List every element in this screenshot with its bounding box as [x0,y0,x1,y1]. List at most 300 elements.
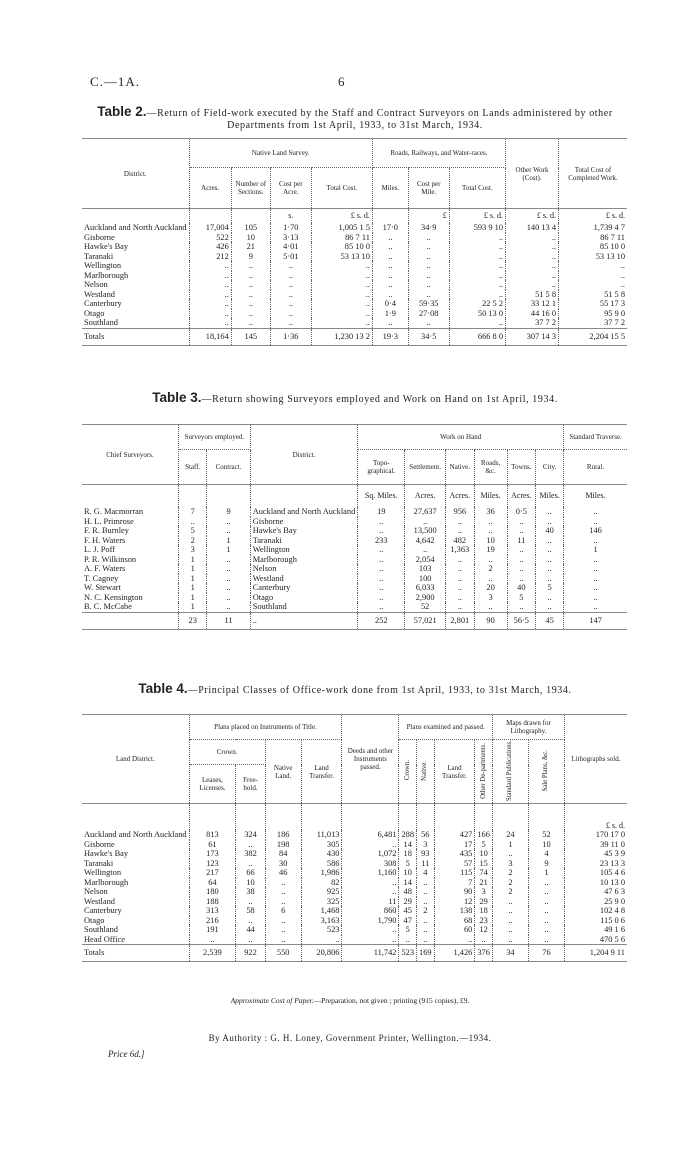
lithographs-cell: 47 6 3 [604,887,625,897]
standard-publications-cell: .. [492,935,528,945]
native-cell: .. [446,517,475,527]
district-cell: Hawke's Bay [250,526,358,536]
acres-cell: 212 [189,252,231,262]
table-row [82,290,627,300]
t3-unit: Miles. [585,491,606,501]
table-row [82,859,627,869]
district-cell: Gisborne [82,233,189,243]
roads-total-cost-cell: .. [449,242,505,252]
t2-h-sections: Number of Sections. [231,168,270,209]
rural-cell: .. [593,592,598,602]
freehold-cell: 922 [236,945,265,962]
sale-plans-cell: .. [528,878,564,888]
chief-surveyor-cell: W. Stewart [82,583,179,593]
cost-per-acre-cell: 3·13 [270,233,311,243]
cost-per-acre-cell: .. [270,318,311,328]
t4-h-sale: Sale Plans, &c. [542,749,550,792]
completed-total-cell: 86 7 11 [600,232,625,242]
t4-h-crown2: Crown. [403,760,411,781]
other-work-cell: .. [506,242,559,252]
t3-unit: Sq. Miles. [358,485,405,508]
native-exam-cell: 4 [417,868,435,878]
district-cell: Southland [250,602,358,612]
native-land-cell: 46 [265,868,301,878]
t2-h-roads: Roads, Railways, and Water-races. [372,139,505,168]
lithographs-cell: 470 5 6 [599,934,625,944]
leases-cell: 173 [189,849,236,859]
leases-cell: 123 [189,859,236,869]
towns-cell: .. [507,574,536,584]
total-cost-cell: .. [311,290,372,300]
land-district-cell: Head Office [82,935,189,945]
roads-cell: .. [474,526,507,536]
towns-cell: 5 [507,593,536,603]
miles-cell: .. [372,233,408,243]
standard-publications-cell: 1 [492,840,528,850]
t4-h-native: Native Land. [265,740,301,804]
t3-h-rural: Rural. [586,463,605,471]
cost-per-mile-cell: .. [408,318,449,328]
district-cell: Nelson [82,280,189,290]
cost-per-acre-cell: 1·70 [270,223,311,233]
t2-h-miles: Miles. [372,168,408,209]
document-code: C.—1A. [90,74,141,89]
t2-h-native: Native Land Survey. [189,139,372,168]
freehold-cell: .. [236,859,265,869]
miles-cell: .. [372,290,408,300]
table4-title-bold: Table 4. [138,681,188,696]
freehold-cell: .. [236,897,265,907]
crown-exam-cell: 45 [399,906,417,916]
roads-cell: .. [474,555,507,565]
towns-cell: 40 [507,583,536,593]
standard-publications-cell: 3 [492,859,528,869]
native-cell: 956 [446,507,475,517]
native-land-cell: .. [265,935,301,945]
total-cost-cell: 1,005 1 5 [311,223,372,233]
t4-h-exam: Plans examined and passed. [399,715,492,740]
rural-cell: .. [593,554,598,564]
t3-h-work: Work on Hand [358,425,564,450]
deeds-cell: .. [342,840,399,850]
roads-total-cost-cell: 593 9 10 [449,223,505,233]
other-departments-cell: 10 [475,849,493,859]
lithographs-cell: 49 1 6 [604,925,625,935]
land-transfer-cell: 3,163 [301,916,342,926]
t2-h-cost-acre: Cost per Acre. [270,168,311,209]
lithographs-cell: 105 4 6 [599,868,625,878]
sections-cell: 9 [231,252,270,262]
table2-title-bold: Table 2. [97,104,147,119]
land-district-cell: Marlborough [82,878,189,888]
deeds-cell: .. [342,887,399,897]
roads-total-cost-cell: .. [449,233,505,243]
roads-total-cost-cell: 22 5 2 [449,299,505,309]
staff-cell: 1 [179,602,207,612]
lithographs-cell: 115 0 6 [600,915,625,925]
city-cell: 45 [536,612,564,629]
totals-row [82,945,627,962]
staff-cell: 1 [179,583,207,593]
staff-cell: 1 [179,555,207,565]
table-row [82,517,627,527]
leases-cell: 191 [189,925,236,935]
roads-total-cost-cell: .. [449,290,505,300]
land-transfer-cell: 430 [301,849,342,859]
contract-cell: 9 [207,507,250,517]
price-note: Price 6d.] [108,1049,145,1059]
other-departments-cell: 23 [475,916,493,926]
crown-exam-cell: 14 [399,878,417,888]
t2-h-total: Total Cost of Completed Work. [568,165,618,182]
deeds-cell: 308 [342,859,399,869]
table-row [82,897,627,907]
district-cell: Auckland and North Auckland [250,507,358,517]
sale-plans-cell: 52 [528,830,564,840]
native-cell: .. [446,593,475,603]
leases-cell: 216 [189,916,236,926]
district-cell: Westland [82,290,189,300]
land-transfer-exam-cell: 57 [434,859,475,869]
land-transfer-exam-cell: .. [434,935,475,945]
table2-title [80,106,630,132]
district-cell: Nelson [250,564,358,574]
table-row [82,602,627,612]
rural-cell: 1 [593,545,598,554]
crown-exam-cell: 29 [399,897,417,907]
deeds-cell: 1,072 [342,849,399,859]
leases-cell: 188 [189,897,236,907]
crown-exam-cell: 10 [399,868,417,878]
native-cell: .. [446,583,475,593]
land-transfer-exam-cell: 138 [434,906,475,916]
acres-cell: .. [189,271,231,281]
t2-h-acres: Acres. [189,168,231,209]
cost-per-mile-cell: .. [408,242,449,252]
native-land-cell: 30 [265,859,301,869]
t3-unit: Acres. [405,485,446,508]
t4-h-crown: Crown. [189,740,265,765]
district-cell: Gisborne [250,517,358,527]
district-cell: Wellington [250,545,358,555]
city-cell: .. [536,536,564,546]
cost-per-mile-cell: .. [408,271,449,281]
lithographs-cell: 39 11 0 [600,839,625,849]
cost-per-mile-cell: .. [408,280,449,290]
settlement-cell: 6,033 [405,583,446,593]
completed-total-cell: 53 13 10 [595,251,625,261]
lithographs-cell: 23 13 3 [599,858,625,868]
lithographs-cell: 170 17 0 [595,830,625,840]
crown-exam-cell: 5 [399,925,417,935]
table-row [82,925,627,935]
contract-cell: .. [207,583,250,593]
leases-cell: 313 [189,906,236,916]
cost-per-mile-cell: .. [408,290,449,300]
completed-total-cell: 51 5 8 [604,289,625,299]
other-work-cell: .. [506,280,559,290]
deeds-cell: 11,742 [342,945,399,962]
total-cost-cell: .. [311,280,372,290]
table-row [82,280,627,290]
crown-exam-cell: 523 [399,945,417,962]
total-cost-cell: 86 7 11 [311,233,372,243]
crown-exam-cell: 5 [399,859,417,869]
settlement-cell: .. [405,545,446,555]
native-land-cell: 198 [265,840,301,850]
district-cell: Otago [250,593,358,603]
native-land-cell: .. [265,887,301,897]
acres-cell: 522 [189,233,231,243]
cost-per-acre-cell: .. [270,299,311,309]
t2-unit: s. [270,209,311,224]
native-exam-cell: .. [417,897,435,907]
table-row [82,252,627,262]
roads-cell: .. [474,517,507,527]
land-district-cell: Canterbury [82,906,189,916]
sections-cell: 145 [231,328,270,345]
native-land-cell: .. [265,878,301,888]
table3-title-text: —Return showing Surveyors employed and Work on Hand on 1st April, 1934. [201,394,558,405]
standard-publications-cell: .. [492,897,528,907]
native-cell: .. [446,564,475,574]
sale-plans-cell: 9 [528,859,564,869]
t3-h-std: Standard Traverse. [564,425,627,450]
t4-h-lt2: Land Transfer. [434,740,475,804]
topographical-cell: .. [358,564,405,574]
settlement-cell: 57,021 [405,612,446,629]
district-cell: Canterbury [250,583,358,593]
native-exam-cell: 3 [417,840,435,850]
totals-row [82,328,627,345]
settlement-cell: 100 [405,574,446,584]
miles-cell: .. [372,252,408,262]
cost-per-mile-cell: 34·5 [408,328,449,345]
acres-cell: .. [189,261,231,271]
total-cost-cell: .. [311,299,372,309]
native-cell: .. [446,526,475,536]
district-cell: Taranaki [250,536,358,546]
leases-cell: 217 [189,868,236,878]
t4-h-plans: Plans placed on Instruments of Title. [189,715,342,740]
table-row [82,887,627,897]
chief-surveyor-cell: F. H. Waters [82,536,179,546]
native-land-cell: 84 [265,849,301,859]
roads-total-cost-cell: .. [449,261,505,271]
native-cell: 482 [446,536,475,546]
rural-cell: .. [593,507,598,516]
t3-h-topo: Topo-graphical. [358,450,405,485]
t3-unit: Miles. [474,485,507,508]
miles-cell: .. [372,242,408,252]
totals-row [82,612,627,629]
land-transfer-cell: 11,013 [301,830,342,840]
contract-cell: .. [207,517,250,527]
page-number: 6 [338,74,345,89]
cost-per-mile-cell: .. [408,252,449,262]
table-row [82,840,627,850]
sale-plans-cell: .. [528,906,564,916]
district-cell: Wellington [82,261,189,271]
city-cell: .. [536,574,564,584]
chief-surveyor-cell [82,612,179,629]
completed-total-cell: 1,739 4 7 [593,223,625,232]
t3-unit: Acres. [446,485,475,508]
land-transfer-cell: 925 [301,887,342,897]
t2-unit: £ s. d. [605,211,625,221]
sections-cell: .. [231,271,270,281]
topographical-cell: 233 [358,536,405,546]
towns-cell: 56·5 [507,612,536,629]
miles-cell: 0·4 [372,299,408,309]
land-transfer-exam-cell: 90 [434,887,475,897]
land-district-cell: Otago [82,916,189,926]
cost-per-acre-cell: .. [270,280,311,290]
native-land-cell: .. [265,916,301,926]
staff-cell: .. [179,517,207,527]
table-row [82,935,627,945]
table2-title-text: —Return of Field-work executed by the Staff and Contract Surveyors on Lands administered by other Departments from 1st April, 1933, to 31st March, 1934. [146,108,613,131]
leases-cell: 61 [189,840,236,850]
deeds-cell: .. [342,935,399,945]
cost-text: —Preparation, not given ; printing (915 copies), £9. [313,996,470,1005]
cost-per-acre-cell: 4·01 [270,242,311,252]
t4-h-deeds: Deeds and other Instruments passed. [342,715,399,804]
cost-per-acre-cell: .. [270,261,311,271]
city-cell: .. [536,555,564,565]
other-departments-cell: 15 [475,859,493,869]
table-row [82,271,627,281]
settlement-cell: 27,637 [405,507,446,517]
table-row [82,906,627,916]
t3-h-employed: Surveyors employed. [179,425,251,450]
t2-h-other: Other Work (Cost). [506,139,559,209]
deeds-cell: 6,481 [342,830,399,840]
deeds-cell: 860 [342,906,399,916]
native-cell: .. [446,555,475,565]
total-cost-cell: .. [311,271,372,281]
topographical-cell: .. [358,593,405,603]
towns-cell: .. [507,555,536,565]
native-land-cell: 186 [265,830,301,840]
settlement-cell: 13,500 [405,526,446,536]
completed-total-cell: .. [620,270,625,280]
other-departments-cell: 74 [475,868,493,878]
t2-unit: £ [408,209,449,224]
native-land-cell: 550 [265,945,301,962]
freehold-cell: 324 [236,830,265,840]
t3-h-settle: Settlement. [405,450,446,485]
lithographs-cell: 102 4 8 [599,906,625,916]
native-cell: 2,801 [446,612,475,629]
freehold-cell: .. [236,916,265,926]
native-exam-cell: .. [417,925,435,935]
staff-cell: 1 [179,564,207,574]
staff-cell: 23 [179,612,207,629]
table-row [82,299,627,309]
lithographs-cell: 25 9 0 [604,896,625,906]
native-exam-cell: 169 [417,945,435,962]
sale-plans-cell: .. [528,935,564,945]
table-row [82,830,627,840]
roads-total-cost-cell: .. [449,252,505,262]
rural-cell: .. [593,564,598,573]
topographical-cell: .. [358,602,405,612]
other-work-cell: .. [506,271,559,281]
rural-cell: 147 [589,615,602,625]
roads-total-cost-cell: .. [449,271,505,281]
t3-h-native: Native. [446,450,475,485]
t2-unit: £ s. d. [506,209,559,224]
land-transfer-cell: 586 [301,859,342,869]
sections-cell: .. [231,318,270,328]
t3-h-contract: Contract. [207,450,250,485]
table-row [82,536,627,546]
cost-per-mile-cell: 34·9 [408,223,449,233]
contract-cell: .. [207,555,250,565]
native-exam-cell: .. [417,887,435,897]
land-transfer-exam-cell: 68 [434,916,475,926]
completed-total-cell: 55 17 3 [599,299,625,308]
city-cell: .. [536,593,564,603]
crown-exam-cell: 288 [399,830,417,840]
contract-cell: 11 [207,612,250,629]
other-work-cell: 140 13 4 [506,223,559,233]
roads-cell: 90 [474,612,507,629]
t3-h-towns: Towns. [507,450,536,485]
district-cell: .. [250,612,358,629]
cost-per-mile-cell: .. [408,261,449,271]
land-transfer-cell: 523 [301,925,342,935]
towns-cell: .. [507,602,536,612]
table-row [82,916,627,926]
staff-cell: 5 [179,526,207,536]
native-cell: .. [446,574,475,584]
sale-plans-cell: .. [528,897,564,907]
table2 [82,138,627,346]
contract-cell: .. [207,602,250,612]
towns-cell: .. [507,564,536,574]
total-cost-cell: 85 10 0 [311,242,372,252]
contract-cell: .. [207,526,250,536]
t4-h-leases: Leases, Licenses. [189,765,236,804]
acres-cell: 17,004 [189,223,231,233]
chief-surveyor-cell: H. L. Primrose [82,517,179,527]
other-departments-cell: 5 [475,840,493,850]
cost-label: Approximate Cost of Paper. [230,996,314,1005]
completed-total-cell: 85 10 0 [599,242,625,251]
city-cell: 5 [536,583,564,593]
land-district-cell: Hawke's Bay [82,849,189,859]
chief-surveyor-cell: F. R. Burnley [82,526,179,536]
chief-surveyor-cell: A. F. Waters [82,564,179,574]
t2-h-total-cost2: Total Cost. [449,168,505,209]
table-row [82,868,627,878]
t4-h-lt: Land Transfer. [301,740,342,804]
leases-cell: .. [189,935,236,945]
land-transfer-cell: 1,986 [301,868,342,878]
sale-plans-cell: .. [528,887,564,897]
city-cell: .. [536,564,564,574]
native-exam-cell: 93 [417,849,435,859]
t2-unit: £ s. d. [449,209,505,224]
table-row [82,242,627,252]
table-row [82,545,627,555]
other-work-cell: 44 16 0 [506,309,559,319]
towns-cell: .. [507,545,536,555]
native-cell: 1,363 [446,545,475,555]
crown-exam-cell: 14 [399,840,417,850]
